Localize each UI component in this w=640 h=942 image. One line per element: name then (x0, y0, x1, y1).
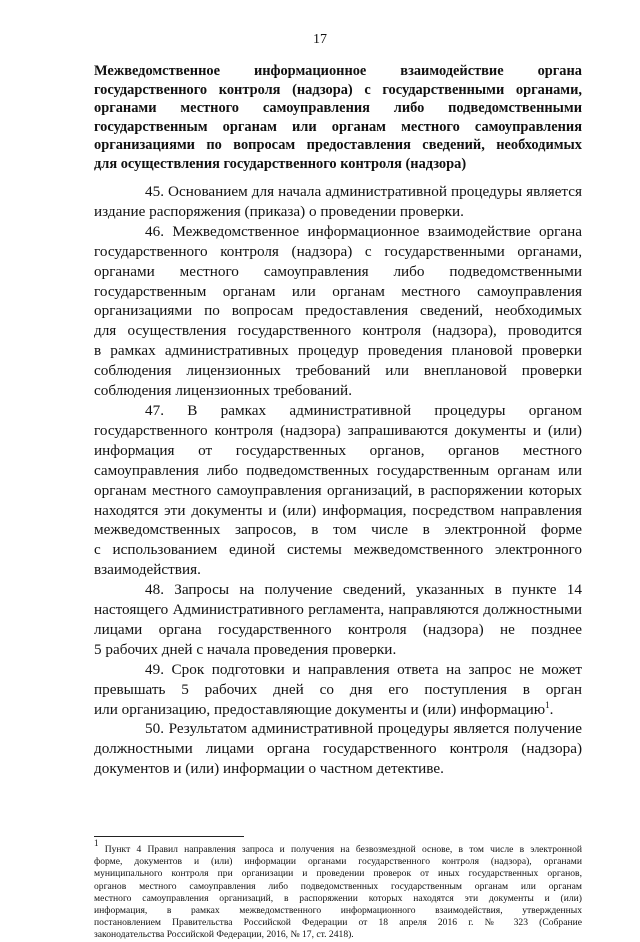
body-line (94, 441, 582, 461)
body-line (94, 421, 582, 441)
body-line-text: находятся эти документы и (или) информация, посредством направления (94, 501, 582, 519)
body-line (94, 620, 582, 640)
body-line-text: 5 рабочих дней с начала проведения проверки. (94, 640, 397, 658)
footnote-reference: 1 (545, 699, 550, 710)
body-line (94, 262, 582, 282)
footnote-line-text: информация, в рамках межведомственного информационного взаимодействия, утвержденных (94, 905, 582, 917)
body-line-text: взаимодействия. (94, 561, 201, 579)
body-line-text: 50. Результатом административной процедуры является получение (145, 720, 582, 738)
footnote-line-text: муниципального контроля при организации и проведении проверок от иных государственных органов, (94, 868, 582, 880)
body-line (94, 202, 582, 222)
footnote-line (94, 856, 582, 868)
body-line-text: информация от государственных органов, органов местного (94, 441, 582, 459)
body-line (94, 282, 582, 302)
body-line (94, 640, 582, 660)
body-line-text: для осуществления государственного контроля (надзора), проводится (94, 322, 582, 340)
body-line (94, 580, 582, 600)
body-line-text: 46. Межведомственное информационное взаимодействие органа (145, 222, 582, 240)
body-line (94, 381, 582, 401)
footnote-line (94, 893, 582, 905)
body-line (94, 759, 582, 779)
body-line (94, 222, 582, 242)
body-line-text: государственного контроля (надзора) с государственными органами, (94, 242, 582, 260)
body-line (94, 719, 582, 739)
body-line (94, 341, 582, 361)
body-line-text: 47. В рамках административной процедуры органом (145, 401, 582, 419)
body-line-text: органам местного самоуправления организаций, в распоряжении которых (94, 481, 582, 499)
body-line (94, 560, 582, 580)
body-line-text: издание распоряжения (приказа) о проведении проверки. (94, 202, 464, 220)
footnote-separator (94, 836, 244, 837)
body-line (94, 739, 582, 759)
body-line-text: органами местного самоуправления либо подведомственными (94, 262, 582, 280)
body-line (94, 540, 582, 560)
body-line (94, 401, 582, 421)
page-number: 17 (313, 32, 327, 47)
body-line-text: организациями по вопросам предоставления сведений, необходимых (94, 302, 582, 320)
body-line-text: государственного контроля (надзора) запрашиваются документы и (или) (94, 421, 582, 439)
body-line (94, 520, 582, 540)
body-line-text: лицами органа государственного контроля (надзора) не позднее (94, 620, 582, 638)
body-line-text: государственным органам или органам местного самоуправления (94, 282, 582, 300)
body-line-text: настоящего Административного регламента, направляются должностными (94, 601, 582, 619)
body-line-text: превышать 5 рабочих дней со дня его поступления в орган (94, 680, 582, 698)
body-line (94, 461, 582, 481)
body-line-text: соблюдения лицензионных требований или внеплановой проверки (94, 362, 582, 380)
heading-line: Межведомственное информационное взаимодействие органа (94, 63, 582, 79)
body-line-text: в рамках административных процедур проведения плановой проверки (94, 342, 582, 360)
footnote-line-text: органов местного самоуправления либо подведомственных государственным органам или органам (94, 880, 582, 892)
footnote-line-text: форме, документов и (или) информации органами государственного контроля (надзора), органами (94, 856, 582, 868)
heading-line: государственного контроля (надзора) с государственными органами, (94, 81, 582, 98)
body-line (94, 660, 582, 680)
body-line-text: межведомственных запросов, в том числе в электронной форме (94, 521, 582, 539)
body-line-text: или организацию, предоставляющие документы и (или) информацию (94, 700, 546, 718)
body-text (94, 182, 582, 779)
footnote-line-text: постановлением Правительства Российской Федерации от 18 апреля 2016 г. № 323 (Собрание (94, 917, 582, 929)
body-line (94, 700, 582, 720)
body-line (94, 242, 582, 262)
footnote-marker: 1 (94, 838, 99, 848)
body-line (94, 501, 582, 521)
body-line-text: 49. Срок подготовки и направления ответа на запрос не может (145, 660, 582, 678)
body-line (94, 680, 582, 700)
heading-line: для осуществления государственного контроля (надзора) (94, 155, 467, 172)
body-line (94, 321, 582, 341)
footnote-line (94, 838, 582, 856)
footnote-line (94, 881, 582, 893)
footnote-line-text: Пункт 4 Правил направления запроса и получения на безвозмездной основе, в том числе в электронной (98, 844, 582, 855)
footnote-line (94, 929, 582, 941)
body-line-text: соблюдения лицензионных требований. (94, 382, 352, 400)
body-line-text: 45. Основанием для начала административной процедуры является (145, 183, 582, 200)
body-line (94, 481, 582, 501)
body-line-text: с использованием единой системы межведомственного электронного (94, 541, 582, 559)
body-line-text: документов и (или) информации о частном детективе. (94, 760, 444, 778)
heading-line: государственным органам или органам местного самоуправления (94, 118, 582, 135)
body-line-punctuation: . (549, 700, 554, 718)
footnote-line-text: местного самоуправления организаций, в распоряжении которых находятся эти документы и (или) (94, 892, 582, 904)
body-line-text: самоуправления либо подведомственных государственным органам или (94, 461, 582, 479)
section-heading (94, 62, 582, 174)
footnote-line (94, 917, 582, 929)
body-line (94, 301, 582, 321)
body-line (94, 182, 582, 202)
footnote-line (94, 905, 582, 917)
body-line (94, 361, 582, 381)
footnote-line-text: законодательства Российской Федерации, 2016, № 17, ст. 2418). (94, 929, 354, 941)
footnotes (94, 838, 582, 942)
heading-line: органами местного самоуправления либо подведомственными (94, 100, 582, 117)
body-line-text: должностными лицами органа государственного контроля (надзора) (94, 740, 582, 758)
body-line-text: 48. Запросы на получение сведений, указанных в пункте 14 (145, 581, 582, 599)
heading-line: организациями по вопросам предоставления сведений, необходимых (94, 137, 582, 154)
body-line (94, 600, 582, 620)
footnote-line (94, 868, 582, 880)
